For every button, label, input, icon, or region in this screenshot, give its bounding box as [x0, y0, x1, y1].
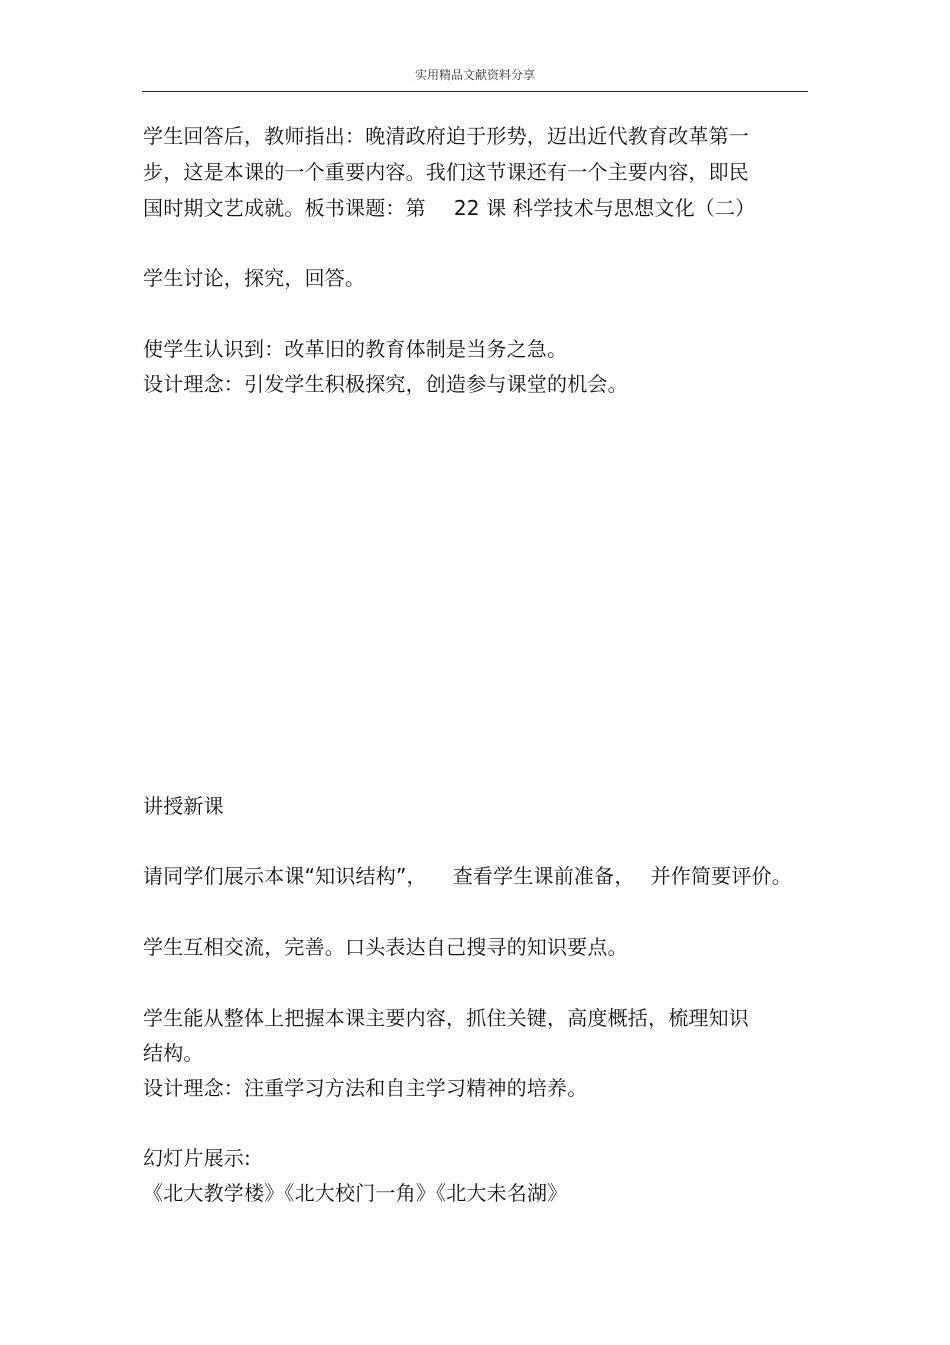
paragraph-line: 学生讨论，探究，回答。	[143, 266, 366, 290]
paragraph-line	[143, 196, 755, 220]
text-segment: 并作简要评价。	[650, 864, 792, 888]
paragraph-line	[143, 864, 792, 888]
lesson-title-prefix: 国时期文艺成就。板书课题：第	[143, 196, 426, 220]
paragraph-line: 《北大教学楼》《北大校门一角》《北大未名湖》	[143, 1181, 568, 1205]
paragraph-line: 使学生认识到：改革旧的教育体制是当务之急。	[143, 337, 568, 361]
paragraph-line: 学生互相交流，完善。口头表达自己搜寻的知识要点。	[143, 935, 628, 959]
paragraph-line: 结构。	[143, 1041, 204, 1065]
paragraph-line: 设计理念：注重学习方法和自主学习精神的培养。	[143, 1076, 588, 1100]
text-segment: 请同学们展示本课“知识结构”，	[143, 864, 427, 888]
paragraph-line: 幻灯片展示:	[143, 1146, 251, 1170]
paragraph-line: 设计理念：引发学生积极探究，创造参与课堂的机会。	[143, 372, 628, 396]
paragraph-line: 步，这是本课的一个重要内容。我们这节课还有一个主要内容，即民	[143, 160, 749, 184]
section-heading: 讲授新课	[143, 794, 224, 818]
page-header: 实用精品文献资料分享	[414, 68, 535, 82]
text-segment: 查看学生课前准备，	[452, 864, 635, 888]
paragraph-line: 学生能从整体上把握本课主要内容，抓住关键，高度概括，梳理知识	[143, 1006, 749, 1030]
lesson-title: 22 课 科学技术与思想文化（二）	[453, 196, 756, 220]
paragraph-line: 学生回答后，教师指出：晚清政府迫于形势，迈出近代教育改革第一	[143, 124, 749, 148]
header-divider	[142, 91, 808, 92]
